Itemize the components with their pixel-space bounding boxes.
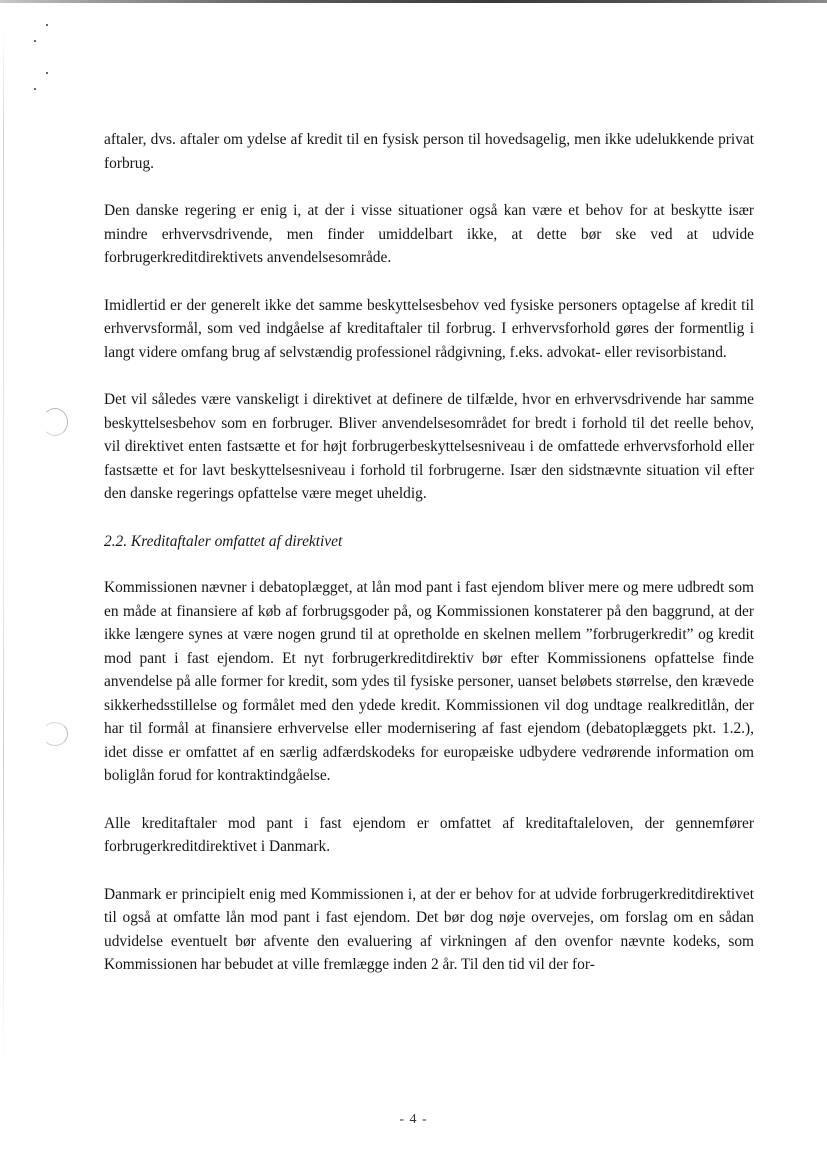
- body-paragraph: Kommissionen nævner i debatoplægget, at lån mod pant i fast ejendom bliver mere og mere udbredt som en måde at finansiere af køb af forbrugsgoder på, og Kommissionen konstaterer på den baggrund, at der ikke længere synes at være nogen grund til at opretholde en skelnen mellem ”forbrugerkredit” og kredit mod pant i fast ejendom. Et nyt forbrugerkreditdirektiv bør efter Kommissionens opfattelse finde anvendelse på alle former for kredit, som ydes til fysiske personer, uanset beløbets størrelse, den krævede sikkerhedsstillelse og formålet med den ydede kredit. Kommissionen vil dog undtage realkreditlån, der har til formål at finansiere erhvervelse eller modernisering af fast ejendom (debatoplæggets pkt. 1.2.), idet disse er omfattet af en særlig adfærdskodeks for europæiske udbydere vedrørende information om boliglån forud for kontraktindgåelse.: [104, 579, 754, 784]
- left-scan-edge: [3, 30, 4, 1070]
- scan-speck: [46, 72, 48, 74]
- body-paragraph: Danmark er principielt enig med Kommissionen i, at der er behov for at udvide forbrugerkreditdirektivet til også at omfatte lån mod pant i fast ejendom. Det bør dog nøje overvejes, om forslag om en sådan udvidelse eventuelt bør afvente den evaluering af virkningen af den ovenfor nævnte kodeks, som Kommissionen har bebudet at ville fremlægge inden 2 år. Til den tid vil der for-: [104, 885, 754, 973]
- body-paragraph: Den danske regering er enig i, at der i visse situationer også kan være et behov for at beskytte især mindre erhvervsdrivende, men finder umiddelbart ikke, at dette bør ske ved at udvide forbrugerkreditdirektivets anvendelsesområde.: [104, 202, 754, 266]
- top-scan-edge: [0, 0, 827, 3]
- scan-speck: [34, 40, 36, 42]
- body-paragraph: Imidlertid er der generelt ikke det samme beskyttelsesbehov ved fysiske personers optagelse af kredit til erhvervsformål, som ved indgåelse af kreditaftaler til forbrug. I erhvervsforhold gøres der formentlig i langt videre omfang brug af selvstændig professionel rådgivning, f.eks. advokat- eller revisorbistand.: [104, 296, 754, 361]
- scan-speck: [34, 88, 36, 90]
- scan-speck: [46, 24, 48, 26]
- body-paragraph: aftaler, dvs. aftaler om ydelse af kredit til en fysisk person til hovedsagelig, men ikke udelukkende privat forbrug.: [104, 131, 754, 172]
- punch-hole-mark: [42, 722, 68, 746]
- page-number: - 4 -: [399, 1112, 428, 1127]
- document-body: [104, 128, 754, 1001]
- punch-hole-mark: [42, 408, 68, 436]
- section-heading: 2.2. Kreditaftaler omfattet af direktivet: [104, 532, 343, 550]
- body-paragraph: Alle kreditaftaler mod pant i fast ejendom er omfattet af kreditaftaleloven, der gennemfører forbrugerkreditdirektivet i Danmark.: [104, 814, 754, 855]
- body-paragraph: Det vil således være vanskeligt i direktivet at definere de tilfælde, hvor en erhvervsdrivende har samme beskyttelsesbehov som en forbruger. Bliver anvendelsesområdet for bredt i forhold til det reelle behov, vil direktivet enten fastsætte et for højt forbrugerbeskyttelsesniveau i de omfattede erhvervsforhold eller fastsætte et for lavt beskyttelsesniveau i forhold til forbrugerne. Især den sidstnævnte situation vil efter den danske regerings opfattelse være meget uheldig.: [104, 391, 754, 502]
